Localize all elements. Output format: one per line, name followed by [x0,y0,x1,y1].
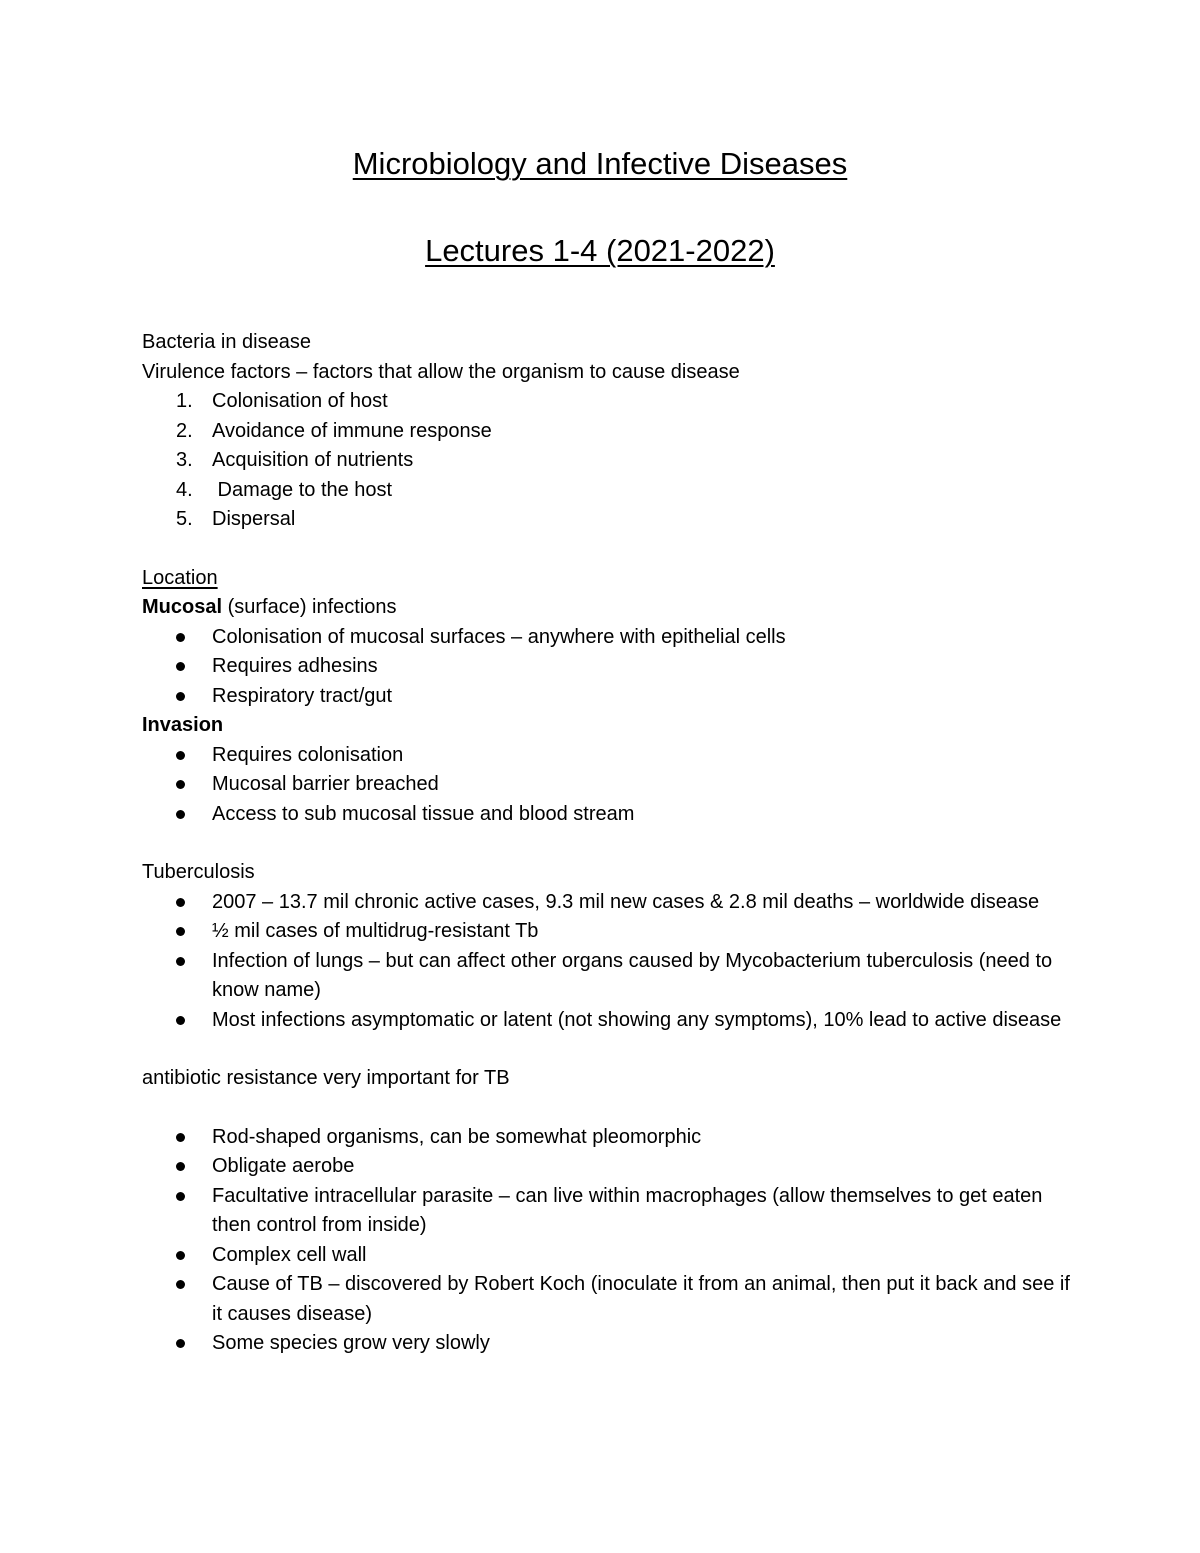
list-item [142,1152,1072,1182]
virulence-intro: Virulence factors – factors that allow the organism to cause disease [142,360,740,383]
list-item [142,800,1072,830]
list-item-text: Obligate aerobe [212,1155,355,1177]
list-number: 4. [176,478,193,501]
virulence-list [142,387,1072,535]
list-number: 3. [176,449,193,471]
list-item-text: Avoidance of immune response [212,419,492,442]
mucosal-rest: (surface) infections [222,596,397,618]
list-item-text: Access to sub mucosal tissue and blood stream [212,802,635,825]
list-item [142,387,1072,417]
list-item [142,417,1072,447]
list-item [142,741,1072,771]
bullet-icon [176,1162,185,1171]
list-item-text: ½ mil cases of multidrug-resistant Tb [212,920,539,942]
organism-list [142,1123,1072,1359]
list-number: 2. [176,419,193,442]
section-heading-bacteria: Bacteria in disease [142,331,311,353]
bullet-icon [176,1339,185,1348]
bullet-icon [176,1192,185,1201]
bullet-icon [176,1280,185,1289]
bullet-icon [176,692,185,701]
list-number: 5. [176,508,193,530]
list-item-text: 2007 – 13.7 mil chronic active cases, 9.3 mil new cases & 2.8 mil deaths – worldwide disease [212,890,1040,913]
list-item [142,652,1072,682]
document-body [142,328,1072,1359]
list-item [142,770,1072,800]
list-item-text: Colonisation of host [212,390,388,412]
list-item [142,476,1072,506]
bullet-icon [176,1133,185,1142]
bullet-icon [176,780,185,789]
list-item [142,1006,1072,1036]
list-item [142,446,1072,476]
list-item [142,1329,1072,1359]
list-item-text: Cause of TB – discovered by Robert Koch (inoculate it from an animal, then put it back and see if it causes disease) [212,1273,1070,1325]
list-item-text: Colonisation of mucosal surfaces – anywhere with epithelial cells [212,625,786,648]
list-number: 1. [176,390,193,412]
bullet-icon [176,927,185,936]
list-item [142,505,1072,535]
list-item [142,682,1072,712]
list-item-text: Requires adhesins [212,655,378,677]
bullet-icon [176,1251,185,1260]
list-item [142,1241,1072,1271]
mucosal-heading [142,593,1072,623]
list-item-text: Damage to the host [212,478,393,501]
antibiotic-note: antibiotic resistance very important for TB [142,1067,510,1089]
list-item [142,1270,1072,1329]
list-item-text: Acquisition of nutrients [212,449,414,471]
list-item-text: Rod-shaped organisms, can be somewhat pleomorphic [212,1125,702,1148]
list-item-text: Requires colonisation [212,743,404,766]
section-heading-location: Location [142,566,218,589]
mucosal-list [142,623,1072,712]
list-item [142,1182,1072,1241]
list-item [142,947,1072,1006]
mucosal-label: Mucosal [142,596,223,618]
list-item-text: Some species grow very slowly [212,1332,490,1354]
invasion-list [142,741,1072,830]
bullet-icon [176,662,185,671]
list-item [142,623,1072,653]
list-item [142,1123,1072,1153]
bullet-icon [176,898,185,907]
list-item-text: Infection of lungs – but can affect other organs caused by Mycobacterium tuberculosis (need to know name) [212,949,1053,1001]
list-item-text: Respiratory tract/gut [212,684,393,707]
section-heading-tuberculosis: Tuberculosis [142,861,255,883]
invasion-heading: Invasion [142,714,224,736]
document-subtitle: Lectures 1-4 (2021-2022) [425,233,775,268]
list-item-text: Dispersal [212,508,296,530]
list-item-text: Facultative intracellular parasite – can live within macrophages (allow themselves to get eaten then control from inside) [212,1184,1043,1236]
tuberculosis-list [142,888,1072,1036]
bullet-icon [176,633,185,642]
bullet-icon [176,751,185,760]
list-item [142,888,1072,918]
list-item-text: Most infections asymptomatic or latent (not showing any symptoms), 10% lead to active disease [212,1008,1062,1031]
bullet-icon [176,1016,185,1025]
bullet-icon [176,957,185,966]
list-item-text: Complex cell wall [212,1243,367,1266]
list-item-text: Mucosal barrier breached [212,773,439,795]
list-item [142,917,1072,947]
document-title: Microbiology and Infective Diseases [352,146,848,181]
bullet-icon [176,810,185,819]
